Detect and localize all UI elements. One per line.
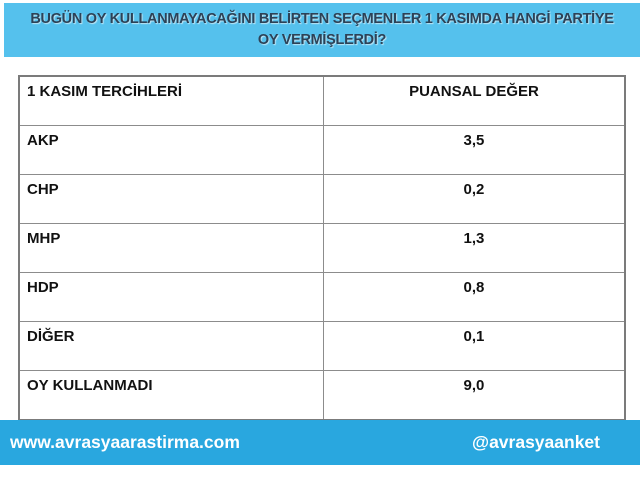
column-header-choices: 1 KASIM TERCİHLERİ	[19, 76, 323, 126]
table-row	[19, 126, 625, 175]
table-row	[19, 273, 625, 322]
party-cell: AKP	[19, 126, 323, 175]
party-cell: MHP	[19, 224, 323, 273]
footer-website: www.avrasyaarastirma.com	[10, 432, 240, 452]
value-cell: 0,8	[323, 273, 625, 322]
title-bar	[4, 3, 640, 57]
table-row	[19, 175, 625, 224]
slide-title-line-1: BUGÜN OY KULLANMAYACAĞINI BELİRTEN SEÇMENLER 1 KASIMDA HANGİ PARTİYE	[30, 11, 614, 27]
party-cell: OY KULLANMADI	[19, 371, 323, 421]
value-cell: 9,0	[323, 371, 625, 421]
party-cell: HDP	[19, 273, 323, 322]
footer-bar	[0, 420, 640, 465]
results-table	[18, 75, 626, 421]
table-header-row	[19, 76, 625, 126]
column-header-points: PUANSAL DEĞER	[323, 76, 625, 126]
value-cell: 0,1	[323, 322, 625, 371]
slide-title-line-2: OY VERMİŞLERDİ?	[257, 32, 387, 48]
footer-social-handle: @avrasyaanket	[472, 432, 600, 452]
value-cell: 3,5	[323, 126, 625, 175]
party-cell: DİĞER	[19, 322, 323, 371]
value-cell: 1,3	[323, 224, 625, 273]
party-cell: CHP	[19, 175, 323, 224]
table-row	[19, 224, 625, 273]
table-row	[19, 322, 625, 371]
value-cell: 0,2	[323, 175, 625, 224]
table-row	[19, 371, 625, 421]
